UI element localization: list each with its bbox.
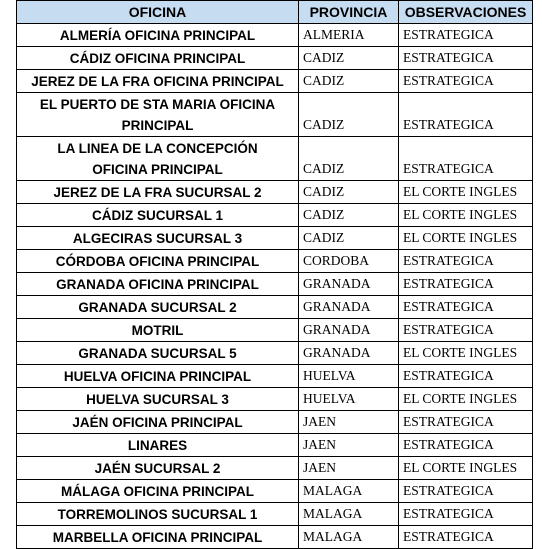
table-row — [17, 319, 533, 342]
table-row — [17, 411, 533, 434]
cell-provincia: MALAGA — [299, 480, 399, 503]
cell-oficina: TORREMOLINOS SUCURSAL 1 — [17, 503, 299, 526]
cell-observaciones: ESTRATEGICA — [399, 93, 533, 137]
cell-oficina: MÁLAGA OFICINA PRINCIPAL — [17, 480, 299, 503]
cell-observaciones: EL CORTE INGLES — [399, 457, 533, 480]
cell-oficina: GRANADA SUCURSAL 5 — [17, 342, 299, 365]
cell-observaciones: EL CORTE INGLES — [399, 204, 533, 227]
cell-observaciones: ESTRATEGICA — [399, 365, 533, 388]
cell-oficina: MOTRIL — [17, 319, 299, 342]
table-row — [17, 434, 533, 457]
cell-provincia: CADIZ — [299, 204, 399, 227]
cell-observaciones: ESTRATEGICA — [399, 47, 533, 70]
cell-oficina: LA LINEA DE LA CONCEPCIÓN OFICINA PRINCIPAL — [17, 137, 299, 181]
cell-oficina: CÁDIZ OFICINA PRINCIPAL — [17, 47, 299, 70]
table-row — [17, 526, 533, 549]
cell-oficina: GRANADA SUCURSAL 2 — [17, 296, 299, 319]
table-row — [17, 137, 533, 181]
cell-provincia: CADIZ — [299, 93, 399, 137]
cell-observaciones: ESTRATEGICA — [399, 273, 533, 296]
cell-oficina: ALGECIRAS SUCURSAL 3 — [17, 227, 299, 250]
cell-observaciones: ESTRATEGICA — [399, 411, 533, 434]
table-row — [17, 204, 533, 227]
cell-provincia: CADIZ — [299, 137, 399, 181]
table-row — [17, 480, 533, 503]
cell-provincia: CADIZ — [299, 70, 399, 93]
cell-oficina: JEREZ DE LA FRA OFICINA PRINCIPAL — [17, 70, 299, 93]
cell-provincia: CADIZ — [299, 181, 399, 204]
cell-observaciones: ESTRATEGICA — [399, 296, 533, 319]
cell-oficina: GRANADA OFICINA PRINCIPAL — [17, 273, 299, 296]
table-row — [17, 181, 533, 204]
header-provincia: PROVINCIA — [299, 1, 399, 24]
table-row — [17, 296, 533, 319]
cell-provincia: JAEN — [299, 434, 399, 457]
cell-oficina: JAÉN OFICINA PRINCIPAL — [17, 411, 299, 434]
cell-observaciones: ESTRATEGICA — [399, 526, 533, 549]
table-row — [17, 457, 533, 480]
cell-observaciones: ESTRATEGICA — [399, 480, 533, 503]
offices-table-container — [16, 0, 532, 549]
table-row — [17, 227, 533, 250]
cell-provincia: CORDOBA — [299, 250, 399, 273]
cell-observaciones: ESTRATEGICA — [399, 250, 533, 273]
cell-provincia: CADIZ — [299, 47, 399, 70]
table-row — [17, 503, 533, 526]
cell-provincia: GRANADA — [299, 296, 399, 319]
cell-provincia: JAEN — [299, 411, 399, 434]
cell-observaciones: ESTRATEGICA — [399, 503, 533, 526]
cell-oficina: HUELVA OFICINA PRINCIPAL — [17, 365, 299, 388]
cell-observaciones: ESTRATEGICA — [399, 319, 533, 342]
cell-provincia: GRANADA — [299, 319, 399, 342]
header-oficina: OFICINA — [17, 1, 299, 24]
cell-oficina: HUELVA SUCURSAL 3 — [17, 388, 299, 411]
cell-observaciones: ESTRATEGICA — [399, 137, 533, 181]
header-observaciones: OBSERVACIONES — [399, 1, 533, 24]
cell-provincia: MALAGA — [299, 503, 399, 526]
table-row — [17, 93, 533, 137]
cell-provincia: MALAGA — [299, 526, 399, 549]
cell-provincia: GRANADA — [299, 273, 399, 296]
cell-observaciones: ESTRATEGICA — [399, 434, 533, 457]
cell-oficina: ALMERÍA OFICINA PRINCIPAL — [17, 24, 299, 47]
table-row — [17, 365, 533, 388]
table-row — [17, 342, 533, 365]
cell-observaciones: ESTRATEGICA — [399, 70, 533, 93]
cell-observaciones: EL CORTE INGLES — [399, 342, 533, 365]
cell-oficina: EL PUERTO DE STA MARIA OFICINA PRINCIPAL — [17, 93, 299, 137]
table-row — [17, 273, 533, 296]
cell-observaciones: EL CORTE INGLES — [399, 227, 533, 250]
table-row — [17, 24, 533, 47]
table-row — [17, 47, 533, 70]
cell-provincia: CADIZ — [299, 227, 399, 250]
cell-oficina: JAÉN SUCURSAL 2 — [17, 457, 299, 480]
cell-provincia: HUELVA — [299, 388, 399, 411]
cell-provincia: GRANADA — [299, 342, 399, 365]
header-row — [17, 1, 533, 24]
cell-oficina: MARBELLA OFICINA PRINCIPAL — [17, 526, 299, 549]
cell-observaciones: EL CORTE INGLES — [399, 181, 533, 204]
offices-table — [16, 0, 533, 549]
cell-provincia: ALMERIA — [299, 24, 399, 47]
table-row — [17, 250, 533, 273]
table-row — [17, 70, 533, 93]
cell-observaciones: EL CORTE INGLES — [399, 388, 533, 411]
cell-oficina: JEREZ DE LA FRA SUCURSAL 2 — [17, 181, 299, 204]
cell-observaciones: ESTRATEGICA — [399, 24, 533, 47]
cell-oficina: CÓRDOBA OFICINA PRINCIPAL — [17, 250, 299, 273]
cell-provincia: JAEN — [299, 457, 399, 480]
cell-provincia: HUELVA — [299, 365, 399, 388]
cell-oficina: CÁDIZ SUCURSAL 1 — [17, 204, 299, 227]
cell-oficina: LINARES — [17, 434, 299, 457]
table-row — [17, 388, 533, 411]
